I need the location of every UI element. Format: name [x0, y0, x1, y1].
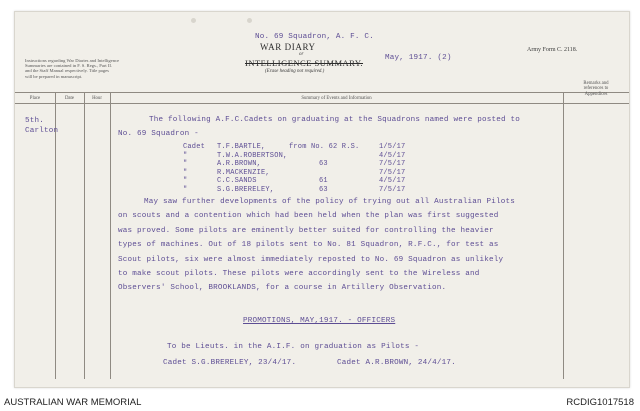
promotion-name: Cadet A.R.BROWN, 24/4/17. — [337, 359, 456, 367]
entry-place — [25, 116, 58, 136]
table-top-rule — [15, 92, 629, 93]
column-rule — [84, 92, 85, 379]
col-remarks-line: Appendices — [584, 91, 608, 97]
diary-page — [14, 11, 630, 388]
cadet-row: " T.W.A.ROBERTSON, 4/5/17 — [183, 151, 406, 160]
cadet-list — [183, 143, 405, 195]
paragraph-line: was proved. Some pilots are eminently better suited for controlling the heavier — [118, 226, 494, 235]
paragraph-line: on scouts and a contention which had been held when the plan was first suggested — [118, 212, 499, 221]
punch-hole — [247, 18, 252, 23]
instructions-line: Summaries are contained in F. S. Regs., Part II. — [25, 63, 113, 69]
cadet-row: Cadet T.F.BARTLE, from No. 62 R.S. 1/5/17 — [183, 143, 406, 151]
paragraph-line: May saw further developments of the policy of trying out all Australian Pilots — [144, 198, 516, 206]
column-rule — [110, 92, 111, 379]
col-remarks-line: references to — [583, 86, 609, 92]
paragraph-line: Scout pilots, six were almost immediately reposted to No. 69 Squadron as unlikely — [118, 255, 504, 264]
intro-line: No. 69 Squadron - — [118, 130, 199, 138]
instructions-note — [25, 58, 119, 79]
summary-paragraph — [118, 195, 515, 296]
col-place: Place — [29, 96, 41, 101]
paragraph-line: Observers' School, BROOKLANDS, for a course in Artillery Observation. — [118, 284, 447, 293]
table-header-rule — [15, 103, 629, 104]
or-word: or — [299, 52, 304, 57]
cadet-row: " C.C.SANDS 61 4/5/17 — [183, 177, 406, 186]
col-hour: Hour — [92, 96, 102, 101]
column-rule — [563, 92, 564, 379]
diary-title: WAR DIARY — [260, 42, 316, 52]
cadet-row: " A.R.BROWN, 63 7/5/17 — [183, 160, 406, 169]
instructions-line: will be prepared in manuscript. — [25, 73, 83, 79]
col-remarks — [564, 81, 628, 97]
cadet-row: " S.G.BRERELEY, 63 7/5/17 — [183, 185, 406, 194]
erase-note: (Erase heading not required.) — [265, 69, 325, 74]
col-remarks-line: Remarks and — [583, 81, 609, 86]
footer-id: RCDIG1017518 — [566, 397, 634, 408]
paragraph-line: types of machines. Out of 18 pilots sent to No. 81 Squadron, R.F.C., for test as — [118, 241, 499, 250]
intro-line: The following A.F.C.Cadets on graduating at the Squadrons named were posted to — [149, 116, 521, 124]
promotion-name: Cadet S.G.BRERELEY, 23/4/17. — [163, 359, 297, 367]
instructions-line: Instructions regarding War Diaries and Intelligence — [25, 58, 120, 63]
place-line: Carlton — [25, 127, 59, 135]
punch-hole — [191, 18, 196, 23]
col-date: Date — [64, 96, 75, 101]
struck-title: INTELLIGENCE SUMMARY. — [245, 58, 364, 68]
army-form: Army Form C. 2118. — [527, 47, 578, 53]
cadet-row: " R.MACKENZIE, 7/5/17 — [183, 168, 406, 177]
instructions-line: and the Staff Manual respectively. Title pages — [25, 68, 109, 74]
footer-credit: AUSTRALIAN WAR MEMORIAL — [4, 397, 142, 408]
promotions-heading: PROMOTIONS, MAY,1917. - OFFICERS — [243, 317, 396, 325]
promotions-line: To be Lieuts. in the A.I.F. on graduation as Pilots - — [167, 343, 420, 351]
date-reference: May, 1917. (2) — [385, 54, 452, 62]
paragraph-line: to make scout pilots. These pilots were accordingly sent to the Wireless and — [118, 270, 480, 279]
place-line: 5th. — [25, 117, 45, 125]
unit-name: No. 69 Squadron, A. F. C. — [255, 33, 374, 41]
col-summary: Summary of Events and Information — [301, 96, 372, 101]
